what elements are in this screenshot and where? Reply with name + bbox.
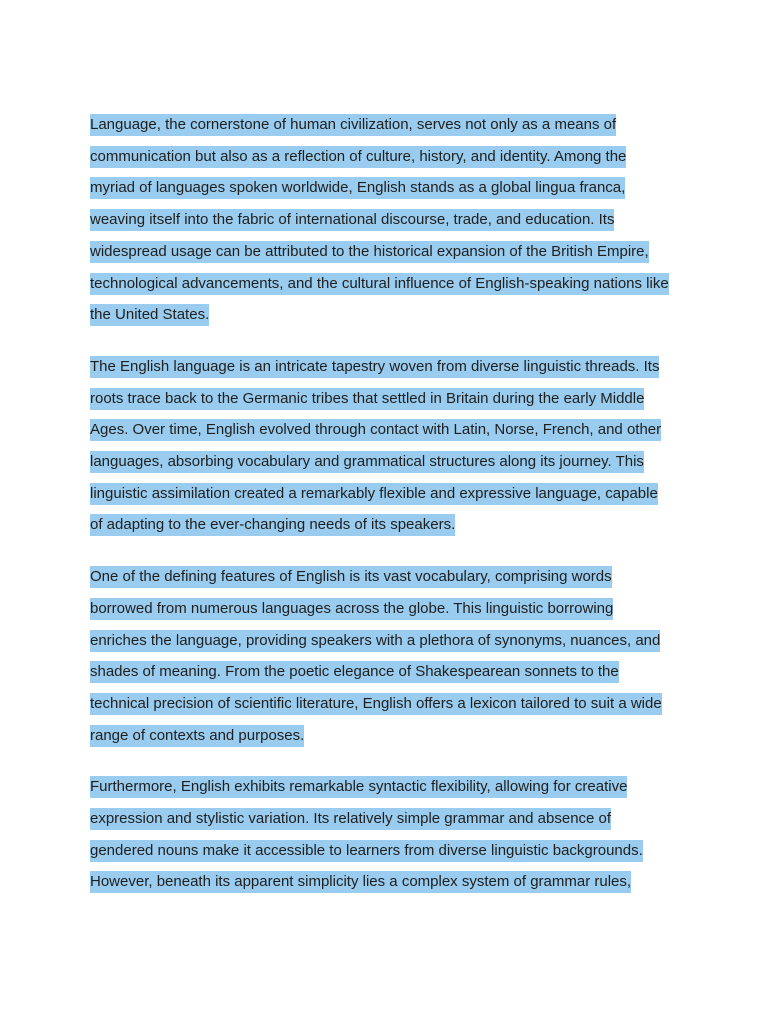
text-line: One of the defining features of English is its vast vocabulary, comprising words: [90, 561, 686, 593]
text-line: weaving itself into the fabric of international discourse, trade, and education. Its: [90, 204, 686, 236]
paragraph-2[interactable]: [90, 351, 686, 541]
text-line: linguistic assimilation created a remarkably flexible and expressive language, capable: [90, 478, 686, 510]
text-line: enriches the language, providing speakers with a plethora of synonyms, nuances, and: [90, 625, 686, 657]
text-line: languages, absorbing vocabulary and grammatical structures along its journey. This: [90, 446, 686, 478]
text-line: Language, the cornerstone of human civilization, serves not only as a means of: [90, 109, 686, 141]
paragraph-3[interactable]: [90, 561, 686, 751]
text-line: The English language is an intricate tapestry woven from diverse linguistic threads. Its: [90, 351, 686, 383]
text-body[interactable]: [90, 109, 686, 918]
text-line: However, beneath its apparent simplicity lies a complex system of grammar rules,: [90, 866, 686, 898]
text-line: technological advancements, and the cultural influence of English-speaking nations like: [90, 268, 686, 300]
paragraph-1[interactable]: [90, 109, 686, 331]
text-line: gendered nouns make it accessible to learners from diverse linguistic backgrounds.: [90, 835, 686, 867]
paragraph-4[interactable]: [90, 771, 686, 898]
text-line: Ages. Over time, English evolved through contact with Latin, Norse, French, and other: [90, 414, 686, 446]
text-line: expression and stylistic variation. Its relatively simple grammar and absence of: [90, 803, 686, 835]
text-line: range of contexts and purposes.: [90, 720, 686, 752]
text-line: the United States.: [90, 299, 686, 331]
text-line: technical precision of scientific literature, English offers a lexicon tailored to suit a wide: [90, 688, 686, 720]
text-line: borrowed from numerous languages across the globe. This linguistic borrowing: [90, 593, 686, 625]
text-line: widespread usage can be attributed to the historical expansion of the British Empire,: [90, 236, 686, 268]
text-line: myriad of languages spoken worldwide, English stands as a global lingua franca,: [90, 172, 686, 204]
text-line: shades of meaning. From the poetic elegance of Shakespearean sonnets to the: [90, 656, 686, 688]
text-line: roots trace back to the Germanic tribes that settled in Britain during the early Middle: [90, 383, 686, 415]
text-line: Furthermore, English exhibits remarkable syntactic flexibility, allowing for creative: [90, 771, 686, 803]
text-line: of adapting to the ever-changing needs of its speakers.: [90, 509, 686, 541]
text-line: communication but also as a reflection of culture, history, and identity. Among the: [90, 141, 686, 173]
